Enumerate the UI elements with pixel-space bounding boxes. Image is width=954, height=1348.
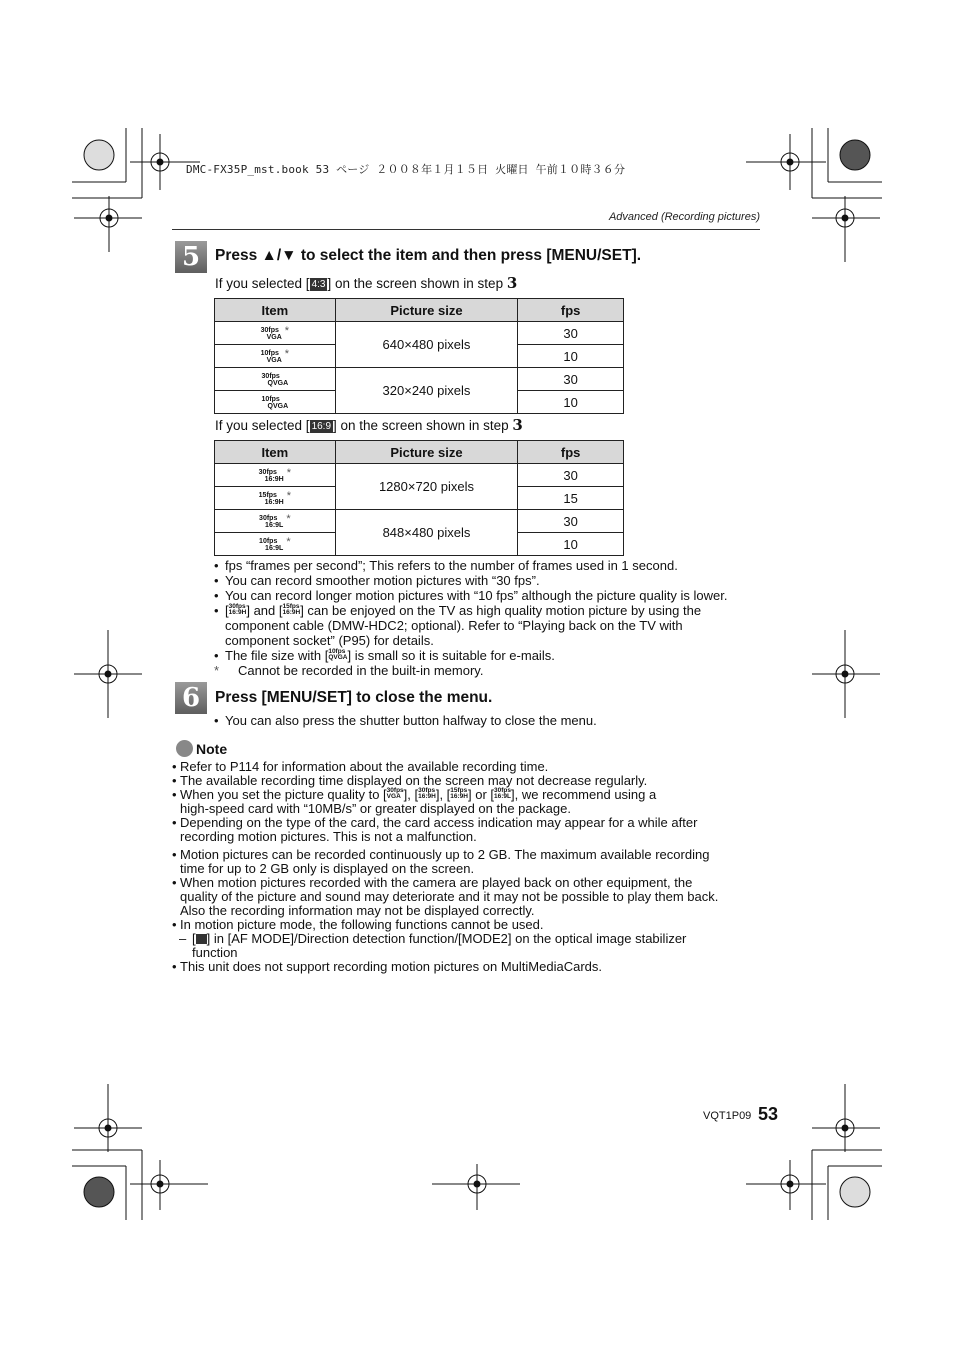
col-header-fps: fps	[518, 441, 624, 464]
step-6-title: Press [MENU/SET] to close the menu.	[215, 689, 493, 706]
quality-icon: 30fps 16:9H *	[215, 464, 336, 487]
col-header-fps: fps	[518, 299, 624, 322]
list-item: • The available recording time displayed on the screen may not decrease regularly.	[172, 774, 772, 788]
quality-30-169l-icon: 30fps 16:9L	[494, 787, 511, 800]
table-row	[215, 322, 624, 345]
step-5-bullets	[214, 558, 774, 678]
quality-30-169h-icon: 30fps 16:9H	[228, 603, 247, 616]
fps-cell: 30	[518, 368, 624, 391]
quality-30-169h-icon: 30fps 16:9H	[418, 787, 436, 800]
fps-cell: 10	[518, 391, 624, 414]
fps-cell: 30	[518, 510, 624, 533]
list-item: • When you set the picture quality to [ 30fps VGA ], [ 30fps 16:9H ], [ 15fps 16:9H ] or [ 30fps 16:9L ], we recommend using a high-speed card with “10MB/s” or greater displayed on the package.	[172, 788, 772, 816]
step-5-title: Press ▲/▼ to select the item and then press [MENU/SET].	[215, 247, 642, 264]
header-rule	[172, 229, 760, 230]
col-header-size: Picture size	[335, 299, 518, 322]
list-item: • Motion pictures can be recorded continuously up to 2 GB. The maximum available recording time for up to 2 GB only is displayed on the screen.	[172, 848, 772, 876]
list-item: • You can record smoother motion pictures with “30 fps”.	[214, 573, 774, 588]
quality-icon: 30fps VGA *	[215, 322, 336, 345]
fps-cell: 30	[518, 322, 624, 345]
list-item: • Refer to P114 for information about the available recording time.	[172, 760, 772, 774]
intro-text: ] on the screen shown in step	[333, 418, 513, 433]
table-row	[215, 368, 624, 391]
asterisk-note: * Cannot be recorded in the built-in memory.	[214, 663, 484, 678]
step-reference: 3	[506, 274, 518, 292]
face-detection-icon	[196, 934, 207, 944]
list-item: • In motion picture mode, the following functions cannot be used.	[172, 918, 772, 932]
quality-icon: 30fps 16:9L *	[215, 510, 336, 533]
quality-15-169h-icon: 15fps 16:9H	[450, 787, 468, 800]
quality-icon: 10fps VGA *	[215, 345, 336, 368]
intro-text: If you selected [	[215, 418, 310, 433]
table-169	[214, 440, 624, 556]
list-item: • You can record longer motion pictures with “10 fps” although the picture quality is lower.	[214, 588, 774, 603]
aspect-169-icon: 16:9	[311, 421, 332, 432]
step-6-bullets	[214, 713, 774, 728]
quality-icon: 10fps 16:9L *	[215, 533, 336, 556]
page-number: 53	[758, 1104, 779, 1124]
picture-size-cell: 320×240 pixels	[335, 368, 518, 414]
intro-text: ] on the screen shown in step	[327, 276, 507, 291]
quality-icon: 30fps QVGA	[215, 368, 336, 391]
fps-cell: 10	[518, 533, 624, 556]
step-6-number: 6	[175, 682, 207, 714]
fps-cell: 15	[518, 487, 624, 510]
step-reference: 3	[512, 416, 523, 434]
quality-icon: 15fps 16:9H *	[215, 487, 336, 510]
col-header-item: Item	[215, 299, 336, 322]
picture-size-cell: 1280×720 pixels	[335, 464, 518, 510]
note-heading: Note	[176, 740, 227, 757]
note-icon	[176, 740, 193, 757]
list-item: • This unit does not support recording motion pictures on MultiMediaCards.	[172, 960, 772, 974]
document-code: VQT1P09	[703, 1110, 752, 1122]
list-item: • Depending on the type of the card, the card access indication may appear for a while after recording motion pictures. This is not a malfunction.	[172, 816, 772, 844]
list-item: • fps “frames per second”; This refers to the number of frames used in 1 second.	[214, 558, 774, 573]
list-item: • [ 30fps 16:9H ] and [ 15fps 16:9H ] can be enjoyed on the TV as high quality motion picture by using the component cable (DMW-HDC2; optional). Refer to “Playing back on the TV with component socket” (P95) for details.	[214, 603, 774, 648]
col-header-size: Picture size	[335, 441, 518, 464]
step-5-intro-43	[215, 274, 517, 292]
book-info-line: DMC-FX35P_mst.book 53 ページ ２００８年１月１５日 火曜日 午前１０時３６分	[186, 163, 626, 176]
aspect-43-icon: 4:3	[311, 279, 326, 290]
quality-10-qvga-icon: 10fps QVGA	[328, 648, 348, 661]
table-row	[215, 510, 624, 533]
picture-size-cell: 848×480 pixels	[335, 510, 518, 556]
running-head: Advanced (Recording pictures)	[608, 211, 760, 223]
intro-text: If you selected [	[215, 276, 310, 291]
step-5-number: 5	[175, 241, 207, 273]
list-item: • You can also press the shutter button halfway to close the menu.	[214, 713, 774, 728]
list-item: • When motion pictures recorded with the camera are played back on other equipment, the quality of the picture and sound may deteriorate and it may not be possible to play them back. Also the recording information may not be displayed correctly.	[172, 876, 772, 918]
note-list	[172, 760, 772, 974]
quality-15-169h-icon: 15fps 16:9H	[282, 603, 301, 616]
fps-cell: 30	[518, 464, 624, 487]
table-row	[215, 464, 624, 487]
col-header-item: Item	[215, 441, 336, 464]
quality-icon: 10fps QVGA	[215, 391, 336, 414]
picture-size-cell: 640×480 pixels	[335, 322, 518, 368]
list-item: – [ ] in [AF MODE]/Direction detection function/[MODE2] on the optical image stabilizer function	[172, 932, 772, 960]
table-43	[214, 298, 624, 414]
fps-cell: 10	[518, 345, 624, 368]
step-5-intro-169	[215, 416, 523, 434]
quality-30-vga-icon: 30fps VGA	[386, 787, 404, 800]
list-item: • The file size with [ 10fps QVGA ] is small so it is suitable for e-mails.	[214, 648, 774, 663]
